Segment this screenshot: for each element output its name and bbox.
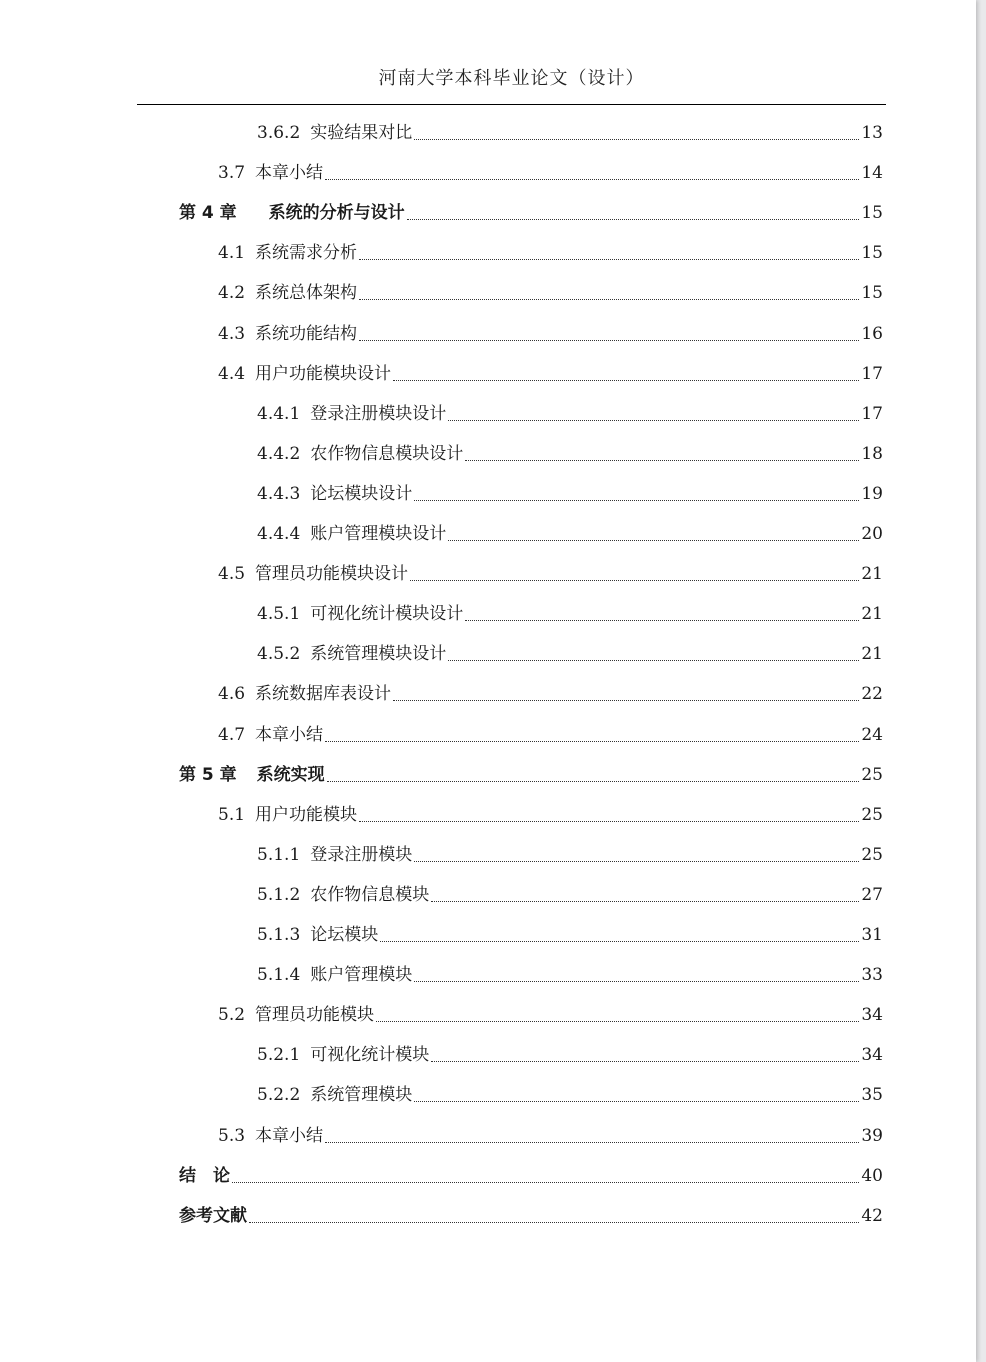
toc-entry-title: 管理员功能模块设计 xyxy=(255,564,409,585)
toc-page-number: 21 xyxy=(861,604,883,625)
toc-entry[interactable] xyxy=(257,641,883,667)
toc-page-number: 13 xyxy=(861,123,883,143)
toc-entry[interactable] xyxy=(218,1002,883,1028)
toc-entry-title: 用户功能模块 xyxy=(255,804,358,825)
toc-page-number: 22 xyxy=(861,684,883,705)
toc-dot-leader xyxy=(376,1021,859,1022)
toc-dot-leader xyxy=(414,500,859,501)
toc-entry[interactable] xyxy=(179,200,883,226)
toc-dot-leader xyxy=(414,1101,859,1102)
toc-entry-title: 用户功能模块设计 xyxy=(255,363,392,384)
toc-entry-title: 可视化统计模块设计 xyxy=(310,604,464,625)
toc-page-number: 24 xyxy=(861,724,883,745)
toc-dot-leader xyxy=(359,821,859,822)
toc-entry-title: 本章小结 xyxy=(255,724,324,745)
toc-entry[interactable] xyxy=(218,722,883,748)
toc-entry-number: 4.2 xyxy=(218,283,246,304)
toc-dot-leader xyxy=(431,901,859,902)
toc-entry[interactable] xyxy=(257,601,883,627)
toc-entry[interactable] xyxy=(218,361,883,387)
toc-page-number: 34 xyxy=(861,1005,883,1026)
toc-entry[interactable] xyxy=(179,762,883,788)
toc-page-number: 17 xyxy=(861,403,883,424)
toc-entry-title: 账户管理模块 xyxy=(310,965,413,986)
toc-dot-leader xyxy=(431,1061,859,1062)
toc-entry[interactable] xyxy=(257,521,883,547)
toc-dot-leader xyxy=(407,219,859,220)
toc-entry-title: 系统数据库表设计 xyxy=(255,684,392,705)
toc-dot-leader xyxy=(465,460,859,461)
toc-page-number: 25 xyxy=(861,764,883,785)
toc-entry-number: 4.6 xyxy=(218,684,246,705)
toc-dot-leader xyxy=(380,941,859,942)
toc-entry-title: 系统总体架构 xyxy=(255,283,358,304)
toc-entry-title: 结 论 xyxy=(179,1165,230,1186)
toc-page-number: 21 xyxy=(861,564,883,585)
toc-entry-number: 3.6.2 xyxy=(257,123,301,143)
toc-entry-title: 系统功能结构 xyxy=(255,323,358,344)
toc-entry[interactable] xyxy=(218,802,883,828)
toc-entry[interactable] xyxy=(179,1203,883,1229)
toc-entry-number: 4.4.4 xyxy=(257,524,301,544)
toc-entry[interactable] xyxy=(257,120,883,146)
toc-page-number: 20 xyxy=(861,524,883,544)
toc-entry[interactable] xyxy=(257,962,883,988)
toc-entry[interactable] xyxy=(218,321,883,347)
toc-entry-number: 4.1 xyxy=(218,243,246,264)
toc-entry[interactable] xyxy=(257,441,883,467)
page-header-title: 河南大学本科毕业论文（设计） xyxy=(378,68,645,89)
toc-entry-title: 可视化统计模块 xyxy=(310,1045,430,1066)
toc-entry[interactable] xyxy=(218,1123,883,1149)
toc-entry[interactable] xyxy=(257,1042,883,1068)
toc-entry[interactable] xyxy=(218,681,883,707)
toc-dot-leader xyxy=(410,580,859,581)
toc-dot-leader xyxy=(325,179,859,180)
toc-entry[interactable] xyxy=(218,561,883,587)
toc-dot-leader xyxy=(359,299,859,300)
toc-entry-title: 登录注册模块设计 xyxy=(310,403,447,424)
toc-entry-title: 农作物信息模块 xyxy=(310,884,430,905)
toc-entry[interactable] xyxy=(257,922,883,948)
toc-entry-number: 4.7 xyxy=(218,724,246,745)
toc-entry-number: 4.4.3 xyxy=(257,483,301,504)
toc-dot-leader xyxy=(448,660,859,661)
toc-page-number: 34 xyxy=(861,1045,883,1066)
toc-dot-leader xyxy=(327,781,859,782)
toc-entry-title: 实验结果对比 xyxy=(310,123,413,143)
toc-page-number: 39 xyxy=(861,1125,883,1146)
toc-dot-leader xyxy=(448,540,859,541)
toc-entry-number: 3.7 xyxy=(218,163,246,184)
toc-page-number: 42 xyxy=(861,1205,883,1226)
toc-entry[interactable] xyxy=(257,401,883,427)
toc-dot-leader xyxy=(232,1182,859,1183)
toc-dot-leader xyxy=(448,420,859,421)
toc-entry-number: 4.3 xyxy=(218,323,246,344)
toc-dot-leader xyxy=(359,259,859,260)
toc-page-number: 15 xyxy=(861,283,883,304)
toc-entry-title: 系统的分析与设计 xyxy=(268,203,405,224)
toc-dot-leader xyxy=(414,981,859,982)
toc-page-number: 33 xyxy=(861,965,883,986)
toc-entry-title: 账户管理模块设计 xyxy=(310,524,447,544)
toc-page-number: 40 xyxy=(861,1165,883,1186)
toc-page-number: 18 xyxy=(861,443,883,464)
toc-entry-title: 登录注册模块 xyxy=(310,844,413,865)
toc-entry-number: 4.5.2 xyxy=(257,644,301,665)
toc-dot-leader xyxy=(325,1142,859,1143)
toc-page-number: 17 xyxy=(861,363,883,384)
toc-entry-number: 5.2.1 xyxy=(257,1045,301,1066)
toc-dot-leader xyxy=(393,700,859,701)
toc-entry-number: 5.2 xyxy=(218,1005,246,1026)
toc-page-number: 31 xyxy=(861,925,883,945)
toc-entry-number: 5.1 xyxy=(218,804,246,825)
toc-entry[interactable] xyxy=(257,882,883,908)
toc-entry[interactable] xyxy=(257,481,883,507)
toc-entry[interactable] xyxy=(257,842,883,868)
toc-page-number: 27 xyxy=(861,884,883,905)
toc-page-number: 15 xyxy=(861,243,883,264)
toc-dot-leader xyxy=(465,620,859,621)
toc-dot-leader xyxy=(249,1222,859,1223)
toc-page-number: 16 xyxy=(861,323,883,344)
header-rule xyxy=(137,104,886,105)
toc-entry-title: 系统实现 xyxy=(256,764,325,785)
toc-entry-title: 系统需求分析 xyxy=(255,243,358,264)
toc-entry-title: 系统管理模块 xyxy=(310,1085,413,1106)
toc-entry[interactable] xyxy=(179,1163,883,1189)
toc-entry-number: 4.4 xyxy=(218,363,246,384)
toc-entry-title: 本章小结 xyxy=(255,163,324,184)
toc-entry[interactable] xyxy=(218,280,883,306)
toc-entry-number: 第 4 章 xyxy=(179,203,237,224)
toc-entry-title: 论坛模块 xyxy=(310,925,379,945)
toc-dot-leader xyxy=(414,139,859,140)
toc-page-number: 15 xyxy=(861,203,883,224)
toc-entry-title: 参考文献 xyxy=(179,1205,247,1226)
toc-entry-number: 4.4.2 xyxy=(257,443,301,464)
toc-dot-leader xyxy=(414,861,859,862)
toc-entry-title: 管理员功能模块 xyxy=(255,1005,375,1026)
toc-page-number: 19 xyxy=(861,483,883,504)
toc-page-number: 14 xyxy=(861,163,883,184)
toc-dot-leader xyxy=(359,340,859,341)
toc-entry-number: 5.1.1 xyxy=(257,844,301,865)
toc-entry-number: 4.5 xyxy=(218,564,246,585)
toc-page-number: 25 xyxy=(861,844,883,865)
toc-page-number: 25 xyxy=(861,804,883,825)
toc-entry-title: 本章小结 xyxy=(255,1125,324,1146)
toc-entry-number: 5.3 xyxy=(218,1125,246,1146)
toc-entry-number: 5.1.3 xyxy=(257,925,301,945)
toc-entry-number: 5.1.4 xyxy=(257,965,301,986)
toc-entry-title: 系统管理模块设计 xyxy=(310,644,447,665)
toc-entry-title: 论坛模块设计 xyxy=(310,483,413,504)
toc-entry-number: 5.1.2 xyxy=(257,884,301,905)
toc-entry-number: 4.5.1 xyxy=(257,604,301,625)
toc-entry[interactable] xyxy=(257,1082,883,1108)
toc-entry-title: 农作物信息模块设计 xyxy=(310,443,464,464)
toc-page-number: 21 xyxy=(861,644,883,665)
toc-dot-leader xyxy=(393,380,859,381)
toc-entry[interactable] xyxy=(218,240,883,266)
toc-entry-number: 第 5 章 xyxy=(179,764,237,785)
toc-dot-leader xyxy=(325,741,859,742)
toc-entry[interactable] xyxy=(218,160,883,186)
toc-page-number: 35 xyxy=(861,1085,883,1106)
toc-entry-number: 4.4.1 xyxy=(257,403,301,424)
toc-entry-number: 5.2.2 xyxy=(257,1085,301,1106)
